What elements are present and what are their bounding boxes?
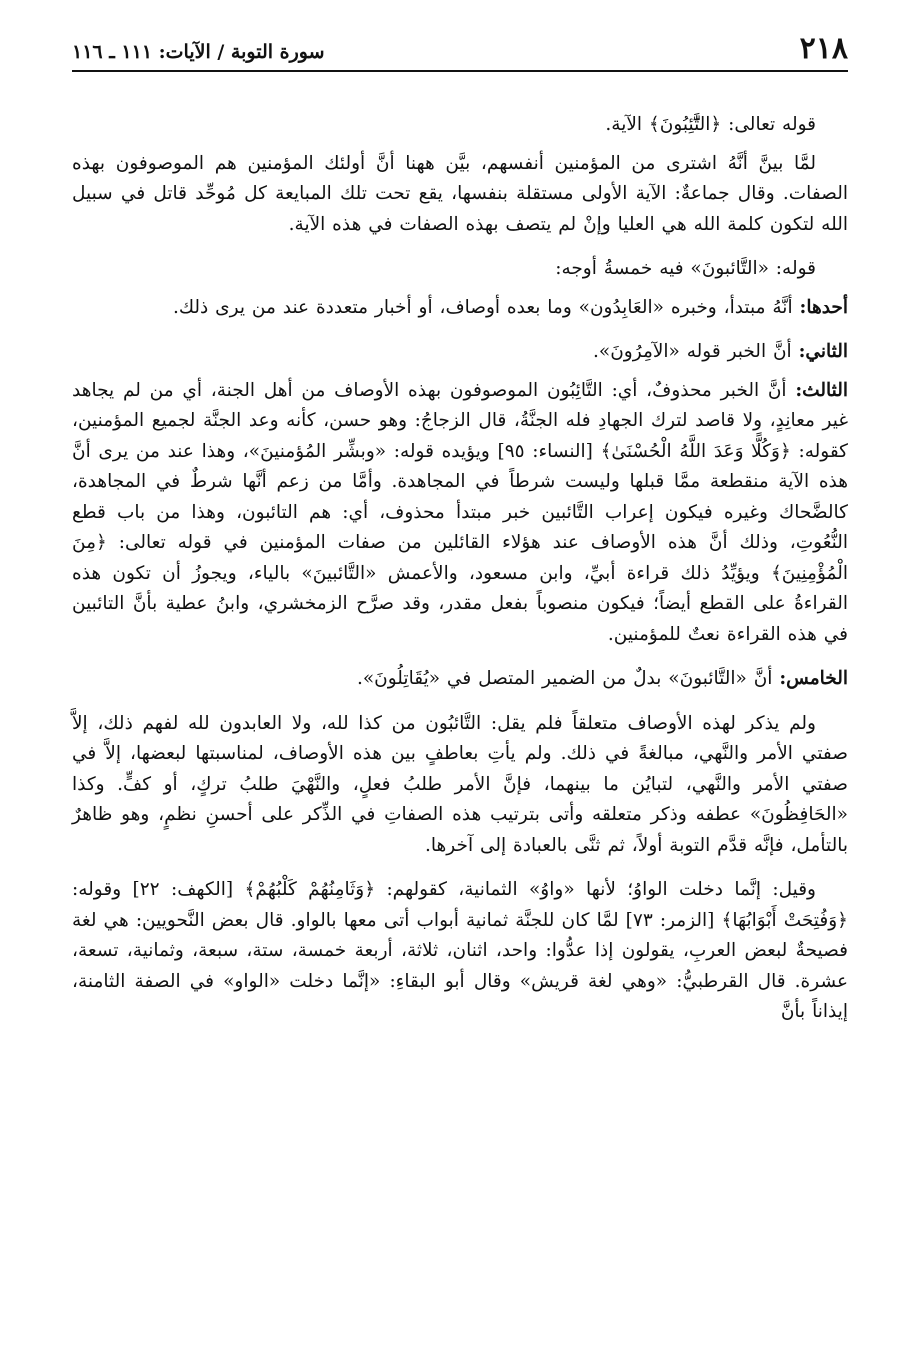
paragraph-waw-eight <box>72 875 848 1028</box>
running-header <box>72 0 848 72</box>
paragraph-text: وقيل: إنَّما دخلت الواوُ؛ لأنها «واوُ» الثمانية، كقولهم: ﴿وَثَامِنُهُمْ كَلْبُهُمْ﴾ [الكهف: ٢٢] وقوله: ﴿وَفُتِحَتْ أَبْوَابُهَا﴾ [الزمر: ٧٣] لمَّا كان للجنَّة ثمانية أبواب أتى معها بالواو. قال بعض النَّحويين: هي لغة فصيحةٌ لبعض العربِ، يقولون إذا عدُّوا: واحد، اثنان، ثلاثة، أربعة خمسة، ستة، سبعة، وثمانية، تسعة، عشرة. قال القرطبيُّ: «وهي لغة قريش» وقال أبو البقاءِ: «إنَّما دخلت «الواو» في الصفة الثامنة، إيذاناً بأنَّ <box>72 879 849 1022</box>
page-number: ٢١٨ <box>799 31 848 66</box>
page-body <box>72 72 848 1028</box>
aspect-lead: الثالث: <box>795 379 848 401</box>
aspect-lead: الخامس: <box>779 668 848 689</box>
paragraph-aspect-3 <box>72 376 848 651</box>
paragraph-verse-intro <box>72 110 848 141</box>
paragraph-text: أنَّ الخبر قوله «الآمِرُونَ». <box>593 341 792 362</box>
header-title: سورة التوبة / الآيات: ١١١ ـ ١١٦ <box>72 41 325 63</box>
paragraph-context <box>72 149 848 241</box>
aspect-lead: الثاني: <box>798 341 848 362</box>
paragraph-aspect-1 <box>72 293 848 324</box>
paragraph-text: أنَّ «التَّائبونَ» بدلٌ من الضمير المتصل في «يُقَاتِلُونَ». <box>356 668 773 689</box>
paragraph-text: قوله تعالى: ﴿التَّٰٓئِبُونَ﴾ الآية. <box>605 114 816 135</box>
paragraph-no-object <box>72 709 848 862</box>
paragraph-aspect-2 <box>72 337 848 368</box>
paragraph-five-aspects <box>72 254 848 285</box>
paragraph-aspect-5 <box>72 664 848 695</box>
paragraph-text: لمَّا بينَّ أنَّهُ اشترى من المؤمنين أنفسهم، بيَّن ههنا أنَّ أولئك المؤمنين هم الموصوفون بهذه الصفات. وقال جماعةٌ: الآية الأولى مستقلة بنفسها، يقع تحت تلك المبايعة كل مُوحِّد قاتل في سبيل الله لتكون كلمة الله هي العليا وإنْ لم يتصف بهذه الصفات في هذه الآية. <box>72 152 848 235</box>
paragraph-text: أنَّ الخبر محذوفٌ، أي: التَّائِبُون الموصوفون بهذه الأوصاف من أهل الجنة، أي من لم يجاهد غير معانِدٍ، ولا قاصد لترك الجهادِ فله الجنَّةُ، قال الزجاجُ: وهو حسن، كأنه وعد الجنَّة لجميع المؤمنين، كقوله: ﴿وَكُلًّا وَعَدَ اللَّهُ الْحُسْنَىٰ﴾ [النساء: ٩٥] ويؤيده قوله: «وبشِّر المُؤمنينَ»، وهذا عند من يرى أنَّ هذه الآية منقطعة ممَّا قبلها وليست شرطاً في المجاهدة. وأمَّا من زعم أنَّها شرطٌ في المجاهدة، كالضَّحاك وغيره فيكون إعراب التَّائبين خبر مبتدأ محذوف، أي: هم التائبون، وهذا من باب قطع النُّعُوتِ، وذلك أنَّ هذه الأوصاف عند هؤلاء القائلين من صفات المؤمنين في قوله تعالى: ﴿مِنَ الْمُؤْمِنِينَ﴾ ويؤيِّدُ ذلك قراءة أبيِّ، وابن مسعود، والأعمش «التَّائبينَ» بالياء، ويجوزُ أن تكون هذه القراءةُ على القطع أيضاً؛ فيكون منصوباً بفعل مقدر، وقد صرَّح الزمخشري، وابنُ عطية بأنَّ التائبين في هذه القراءة نعتٌ للمؤمنين. <box>72 379 848 645</box>
paragraph-text: قوله: «التَّائبونَ» فيه خمسةُ أوجه: <box>555 258 816 279</box>
aspect-lead: أحدها: <box>799 296 848 318</box>
paragraph-text: ولم يذكر لهذه الأوصاف متعلقاً فلم يقل: التَّائبُون من كذا لله، ولا العابدون لله لفهم ذلك، إلاَّ صفتي الأمر والنَّهي، مبالغةً في ذلك. ولم يأتِ بعاطفٍ بين هذه الأوصاف، لمناسبتها لبعضها، إلاَّ في صفتي الأمر والنَّهي، لتبايُن ما بينهما، فإنَّ الأمر طلبُ فعلٍ، والنَّهْيَ طلبُ تركٍ، أو كفٍّ. وكذا «الحَافِظُونَ» عطفه وذكر متعلقه وأتى بترتيب هذه الصفاتِ في الذِّكر على أحسنِ نظمٍ، وهو ظاهرٌ بالتأمل، فإنَّه قدَّم التوبة أولاً، ثم ثنَّى بالعبادة إلى آخرها. <box>72 712 848 856</box>
paragraph-text: أنَّهُ مبتدأ، وخبره «العَابِدُون» وما بعده أوصاف، أو أخبار متعددة عند من يرى ذلك. <box>172 296 793 318</box>
